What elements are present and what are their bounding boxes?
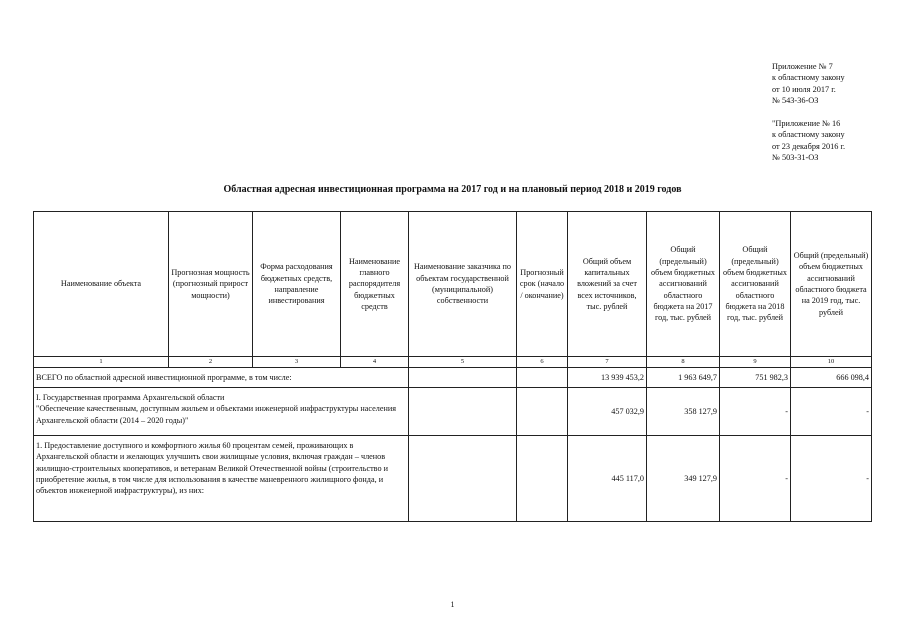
empty-cell	[517, 388, 568, 436]
cell-budget-2017: 349 127,9	[647, 436, 720, 522]
appendix-line: "Приложение № 16	[772, 119, 841, 128]
cell-total-investment: 13 939 453,2	[568, 368, 647, 388]
appendix-line: Приложение № 7	[772, 62, 833, 71]
cell-total-investment: 445 117,0	[568, 436, 647, 522]
header-budget-2017: Общий (предельный) объем бюджетных ассигнований областного бюджета на 2017 год, тыс. рублей	[647, 212, 720, 357]
cell-budget-2018: -	[720, 436, 791, 522]
cell-budget-2018: 751 982,3	[720, 368, 791, 388]
appendix-line: к областному закону	[772, 130, 845, 140]
row-name: ВСЕГО по областной адресной инвестиционной программе, в том числе:	[34, 368, 409, 388]
header-term: Прогнозный срок (начало / окончание)	[517, 212, 568, 357]
header-capacity: Прогнозная мощность (прогнозный прирост мощности)	[169, 212, 253, 357]
column-number: 2	[169, 357, 253, 368]
cell-total-investment: 457 032,9	[568, 388, 647, 436]
header-budget-2019: Общий (предельный) объем бюджетных ассигнований областного бюджета на 2019 год, тыс. рублей	[791, 212, 872, 357]
appendix-line: к областному закону	[772, 73, 845, 83]
column-number: 9	[720, 357, 791, 368]
empty-cell	[409, 388, 517, 436]
row-name	[34, 388, 409, 436]
table-row-program	[34, 388, 872, 436]
appendix-reference-new	[772, 61, 845, 106]
cell-budget-2019: 666 098,4	[791, 368, 872, 388]
row-name: 1. Предоставление доступного и комфортного жилья 60 процентам семей, проживающих в Архангельской области и желающих улучшить свои жилищные условия, включая граждан – членов жилищно-строительных кооперативов, и ветеранам Великой Отечественной войны (строительство и приобретение жилья, в том числе для использования в качестве маневренного жилищного фонда, и объектов инженерной инфраструктуры), из них:	[34, 436, 409, 522]
header-object-name: Наименование объекта	[34, 212, 169, 357]
appendix-line: от 10 июля 2017 г.	[772, 84, 836, 94]
cell-budget-2019: -	[791, 388, 872, 436]
table-row-item	[34, 436, 872, 522]
cell-budget-2019: -	[791, 436, 872, 522]
column-number-row	[34, 357, 872, 368]
empty-cell	[409, 436, 517, 522]
header-budget-manager: Наименование главного распорядителя бюджетных средств	[341, 212, 409, 357]
header-total-investment: Общий объем капитальных вложений за счет всех источников, тыс. рублей	[568, 212, 647, 357]
empty-cell	[409, 368, 517, 388]
header-budget-2018: Общий (предельный) объем бюджетных ассигнований областного бюджета на 2018 год, тыс. рублей	[720, 212, 791, 357]
header-spending-form: Форма расходования бюджетных средств, направление инвестирования	[253, 212, 341, 357]
cell-budget-2017: 1 963 649,7	[647, 368, 720, 388]
appendix-line: от 23 декабря 2016 г.	[772, 141, 846, 151]
column-number: 10	[791, 357, 872, 368]
cell-budget-2018: -	[720, 388, 791, 436]
cell-budget-2017: 358 127,9	[647, 388, 720, 436]
appendix-line: № 543-36-ОЗ	[772, 95, 819, 105]
column-number: 5	[409, 357, 517, 368]
column-number: 7	[568, 357, 647, 368]
table-header-row	[34, 212, 872, 357]
appendix-reference-old	[772, 118, 845, 163]
empty-cell	[517, 436, 568, 522]
appendix-line: № 503-31-ОЗ	[772, 152, 819, 162]
column-number: 1	[34, 357, 169, 368]
program-subtitle: "Обеспечение качественным, доступным жильем и объектами инженерной инфраструктуры населения Архангельской области (2014 – 2020 годы)"	[36, 404, 396, 425]
column-number: 4	[341, 357, 409, 368]
investment-program-table	[33, 211, 872, 522]
page-number: 1	[450, 600, 455, 609]
column-number: 3	[253, 357, 341, 368]
program-title: I. Государственная программа Архангельской области	[36, 393, 225, 402]
header-customer: Наименование заказчика по объектам государственной (муниципальной) собственности	[409, 212, 517, 357]
empty-cell	[517, 368, 568, 388]
table-row-total	[34, 368, 872, 388]
column-number: 8	[647, 357, 720, 368]
column-number: 6	[517, 357, 568, 368]
document-title: Областная адресная инвестиционная программа на 2017 год и на плановый период 2018 и 2019 годов	[223, 184, 682, 195]
